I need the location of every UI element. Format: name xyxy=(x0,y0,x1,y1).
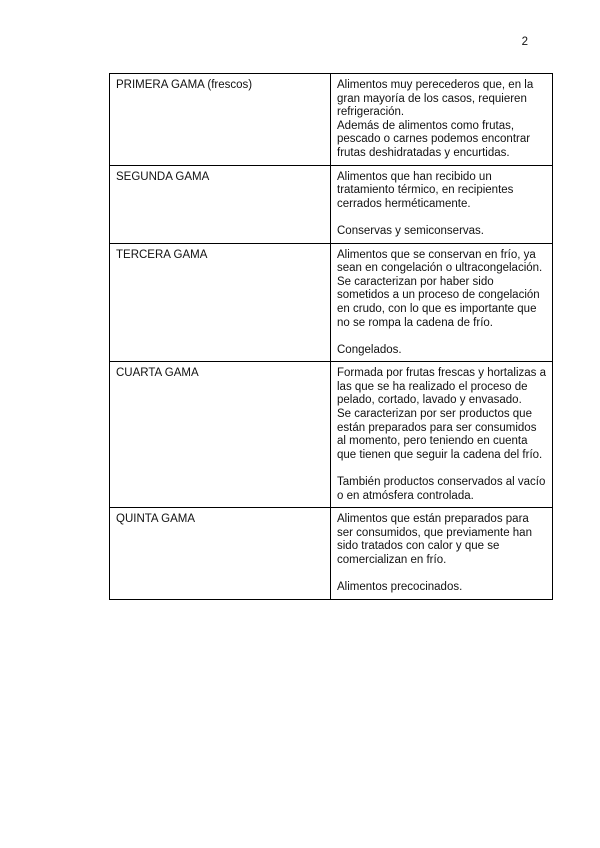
description-paragraph: Alimentos que han recibido un tratamiento térmico, en recipientes cerrados herméticamente. xyxy=(337,170,514,210)
page-number: 2 xyxy=(521,36,528,48)
food-range-table xyxy=(109,73,553,600)
description-paragraph: Alimentos que se conservan en frío, ya sean en congelación o ultracongelación. Se caracterizan por haber sido sometidos a un proceso de congelación en crudo, con lo que es importante que no se rompa la cadena de frío. xyxy=(337,248,543,329)
range-description-cell xyxy=(331,165,553,243)
range-name-cell: TERCERA GAMA xyxy=(110,243,331,362)
table-row xyxy=(110,74,553,166)
range-description-cell xyxy=(331,74,553,166)
description-paragraph: Formada por frutas frescas y hortalizas a las que se ha realizado el proceso de pelado, cortado, lavado y envasado. xyxy=(337,367,546,407)
description-paragraph: Congelados. xyxy=(337,343,402,356)
table-row xyxy=(110,362,553,508)
range-name-cell: SEGUNDA GAMA xyxy=(110,165,331,243)
description-paragraph: Conservas y semiconservas. xyxy=(337,224,484,237)
range-name-cell: PRIMERA GAMA (frescos) xyxy=(110,74,331,166)
table-row xyxy=(110,243,553,362)
range-description-cell xyxy=(331,362,553,508)
description-paragraph: También productos conservados al vacío o en atmósfera controlada. xyxy=(337,476,546,502)
description-paragraph: Alimentos que están preparados para ser consumidos, que previamente han sido tratados con calor y que se comercializan en frío. xyxy=(337,513,532,566)
description-paragraph: Se caracterizan por ser productos que están preparados para ser consumidos al momento, pero teniendo en cuenta que tienen que seguir la cadena del frío. xyxy=(337,408,543,461)
range-description-cell xyxy=(331,243,553,362)
description-paragraph: Alimentos precocinados. xyxy=(337,581,463,594)
range-description-cell xyxy=(331,508,553,600)
range-name-cell: QUINTA GAMA xyxy=(110,508,331,600)
range-name-cell: CUARTA GAMA xyxy=(110,362,331,508)
description-paragraph: Alimentos muy perecederos que, en la gran mayoría de los casos, requieren refrigeración. xyxy=(337,79,534,119)
description-paragraph: Además de alimentos como frutas, pescado o carnes podemos encontrar frutas deshidratadas y encurtidas. xyxy=(337,119,531,159)
table-row xyxy=(110,165,553,243)
table-row xyxy=(110,508,553,600)
